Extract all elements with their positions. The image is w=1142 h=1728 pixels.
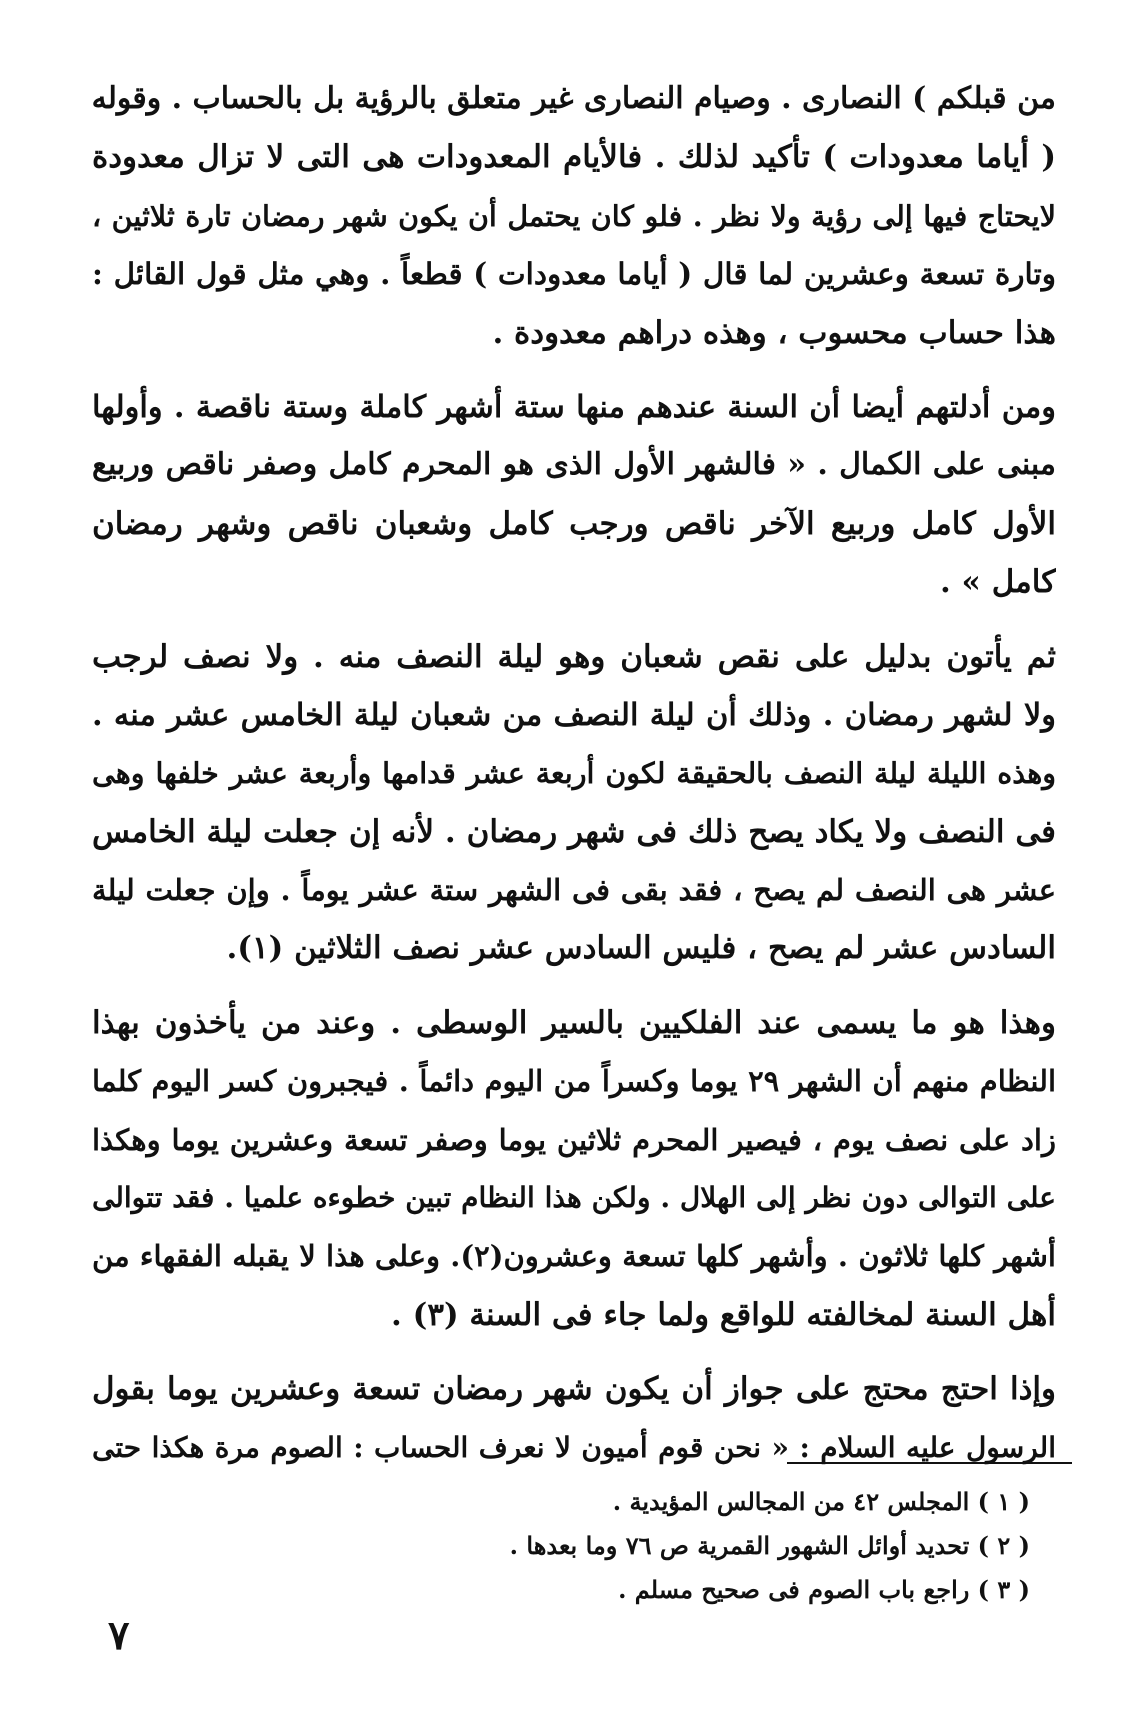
text-line: وتارة تسعة وعشرين لما قال ( أياما معدودات ) قطعاً . وهي مثل قول القائل :: [92, 256, 1056, 292]
text-line: أشهر كلها ثلاثون . وأشهر كلها تسعة وعشرون(٢). وعلى هذا لا يقبله الفقهاء من: [92, 1239, 1056, 1274]
footnote-2: ( ٢ ) تحديد أوائل الشهور القمرية ص ٧٦ وما بعدها .: [509, 1531, 1030, 1560]
paragraph-4: [92, 994, 1056, 1344]
text-line: مبنى على الكمال . « فالشهر الأول الذى هو المحرم كامل وصفر ناقص وربيع: [92, 447, 1056, 483]
body-text: [92, 70, 1056, 1477]
footnote-3: ( ٣ ) راجع باب الصوم فى صحيح مسلم .: [618, 1575, 1030, 1604]
text-line: عشر هى النصف لم يصح ، فقد بقى فى الشهر ستة عشر يوماً . وإن جعلت ليلة: [92, 873, 1056, 908]
paragraph-gap: [92, 978, 1056, 994]
text-line: كامل » .: [939, 564, 1056, 601]
footnote-1: ( ١ ) المجلس ٤٢ من المجالس المؤيدية .: [612, 1487, 1030, 1516]
paragraph-gap: [92, 362, 1056, 378]
text-line: الأول كامل وربيع الآخر ناقص ورجب كامل وشعبان ناقص وشهر رمضان: [92, 505, 1056, 542]
text-line: ولا لشهر رمضان . وذلك أن ليلة النصف من شعبان ليلة الخامس عشر منه .: [92, 696, 1056, 733]
paragraph-gap: [92, 1344, 1056, 1360]
text-line: ( أياما معدودات ) تأكيد لذلك . فالأيام المعدودات هى التى لا تزال معدودة: [92, 139, 1056, 176]
text-line: ثم يأتون بدليل على نقص شعبان وهو ليلة النصف منه . ولا نصف لرجب: [92, 638, 1056, 675]
text-line: وإذا احتج محتج على جواز أن يكون شهر رمضان تسعة وعشرين يوما بقول: [92, 1371, 1056, 1408]
text-line: لايحتاج فيها إلى رؤية ولا نظر . فلو كان يحتمل أن يكون شهر رمضان تارة ثلاثين ،: [92, 198, 1056, 233]
paragraph-3: [92, 628, 1056, 978]
text-line: زاد على نصف يوم ، فيصير المحرم ثلاثين يوما وصفر تسعة وعشرين يوما وهكذا: [92, 1122, 1056, 1157]
paragraph-1: [92, 70, 1056, 362]
footnote-divider: [787, 1462, 1072, 1464]
text-line: من قبلكم ) النصارى . وصيام النصارى غير متعلق بالرؤية بل بالحساب . وقوله: [92, 81, 1056, 116]
text-line: النظام منهم أن الشهر ٢٩ يوما وكسراً من اليوم دائماً . فيجبرون كسر اليوم كلما: [92, 1064, 1056, 1099]
paragraph-gap: [92, 612, 1056, 628]
text-line: فى النصف ولا يكاد يصح ذلك فى شهر رمضان . لأنه إن جعلت ليلة الخامس: [92, 813, 1056, 850]
text-line: على التوالى دون نظر إلى الهلال . ولكن هذا النظام تبين خطوءه علميا . فقد تتوالى: [92, 1181, 1056, 1215]
text-line: ومن أدلتهم أيضا أن السنة عندهم منها ستة أشهر كاملة وستة ناقصة . وأولها: [92, 388, 1056, 425]
text-line: وهذه الليلة ليلة النصف بالحقيقة لكون أربعة عشر قدامها وأربعة عشر خلفها وهى: [92, 756, 1056, 791]
paragraph-5: [92, 1360, 1056, 1477]
text-line: وهذا هو ما يسمى عند الفلكيين بالسير الوسطى . وعند من يأخذون بهذا: [92, 1004, 1056, 1041]
text-line: هذا حساب محسوب ، وهذه دراهم معدودة .: [492, 314, 1056, 351]
text-line: الرسول عليه السلام : « نحن قوم أميون لا نعرف الحساب : الصوم مرة هكذا حتى: [92, 1430, 1056, 1464]
footnotes: [330, 1480, 1030, 1612]
text-line: السادس عشر لم يصح ، فليس السادس عشر نصف الثلاثين (١).: [226, 930, 1056, 967]
text-line: أهل السنة لمخالفته للواقع ولما جاء فى السنة (٣) .: [391, 1296, 1056, 1333]
paragraph-2: [92, 378, 1056, 612]
page-number: ٧: [108, 1612, 130, 1659]
